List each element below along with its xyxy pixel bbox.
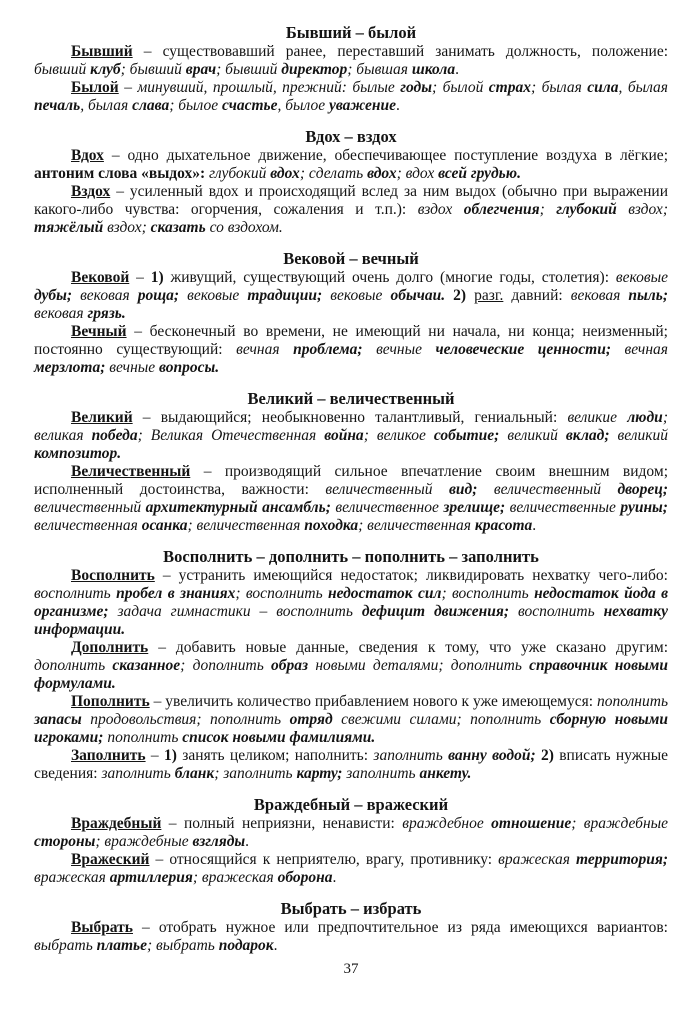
text-run: величественное [335,499,444,516]
text-run: . [395,97,400,114]
text-run: сказать [150,219,210,236]
text-run: вражеская [498,851,577,868]
text-run: вздох [107,219,142,236]
section-title: Восполнить – дополнить – пополнить – заполнить [163,547,539,566]
text-run: величественные [509,499,621,516]
entry-paragraph [34,79,668,115]
text-run: вечная [624,341,668,358]
text-run: – полный неприязни, ненависти: [161,815,403,832]
headword: Враждебный [71,815,162,832]
text-run: школа [411,61,456,78]
text-run: . [455,61,459,78]
text-run: ; величественная [358,517,475,534]
text-run: заполнить [346,765,420,782]
headword: Дополнить [71,639,149,656]
headword: Вражеский [71,851,150,868]
page-number: 37 [343,961,359,977]
text-run: пополнить [107,729,183,746]
text-run: занять целиком; наполнить: [182,747,374,764]
text-run: вздох [628,201,663,218]
text-run: карту; [296,765,347,782]
entry-paragraph [34,43,668,79]
section-title: Враждебный – вражеский [253,795,449,814]
text-run: великий [617,427,668,444]
text-run: ; враждебные [571,815,669,832]
text-run: глубокий [556,201,629,218]
text-run: восполнить [517,603,604,620]
text-run: . [532,517,537,534]
text-run: величественный [34,499,146,516]
text-run: грязь. [87,305,126,322]
text-run: руины; [620,499,668,516]
text-run: счастье [222,97,278,114]
text-run: вдох [367,165,397,182]
text-run: анкету. [419,765,472,782]
headword: Великий [71,409,133,426]
text-run: бывший [34,61,91,78]
text-run: дворец; [617,481,669,498]
headword: Восполнить [71,567,155,584]
text-run: обычаи. [390,287,454,304]
text-run: архитектурный ансамбль; [145,499,336,516]
text-run: заполнить [101,765,175,782]
text-run: бланк [174,765,215,782]
headword: Вдох [71,147,104,164]
entry-paragraph [34,463,668,535]
text-run: . [273,937,278,954]
headword: Вековой [71,269,130,286]
text-run: сила [587,79,619,96]
text-run: образ [271,657,316,674]
text-run: 2) [453,287,475,304]
section-title: Великий – величественный [247,389,455,408]
text-run: дубы; [34,287,81,304]
text-run: – существовавший ранее, переставший занимать должность, положение: [132,43,668,60]
text-run: облегчения [463,201,540,218]
text-run: дополнить [34,657,113,674]
text-run: – [129,269,151,286]
text-run: – [145,747,165,764]
text-run: ; враждебные [95,833,193,850]
text-run: оборона [277,869,333,886]
text-run: директор [281,61,348,78]
text-run: ; бывшая [347,61,412,78]
text-run: живущий, существующий очень долго (многие годы, столетия): [170,269,616,286]
text-run: разг. [474,287,504,304]
text-run: – устранить имеющийся недостаток; ликвидировать нехватку чего-либо: [154,567,668,584]
text-run: вечные [376,341,436,358]
text-run: дефицит движения; [361,603,518,620]
text-run: ; бывший [120,61,186,78]
text-run: вековые [330,287,391,304]
text-run: победа [91,427,138,444]
text-run: ; бывший [216,61,282,78]
text-run: – бесконечный во времени, не имеющий ни начала, ни конца; неизменный; постоянно существующий: [34,323,668,358]
text-run: глубокий [209,165,271,182]
text-run: слава [132,97,170,114]
text-run: – добавить новые данные, сведения к тому, что уже сказано другим: [148,639,668,656]
headword: Пополнить [71,693,150,710]
entry-paragraph [34,639,668,693]
text-run: величественный [325,481,449,498]
text-run: территория; [576,851,668,868]
text-run: клуб [90,61,121,78]
text-run: ; дополнить [180,657,272,674]
text-run: человеческие ценности; [435,341,625,358]
headword: Заполнить [71,747,146,764]
headword: Вечный [71,323,127,340]
text-run: уважение [328,97,396,114]
text-run: вклад; [565,427,618,444]
text-run: проблема; [293,341,377,358]
text-run: вражеская [34,869,110,886]
text-run: 2) [540,747,560,764]
text-run: вековые [187,287,248,304]
entry-paragraph [34,409,668,463]
text-run: сказанное [112,657,181,674]
text-run: врач [185,61,217,78]
text-run: ; вражеская [192,869,278,886]
text-run: ; былое [169,97,223,114]
text-run: – отобрать нужное или предпочтительное из ряда имеющихся вариантов: [132,919,668,936]
text-run: артиллерия [109,869,193,886]
text-run: платье [96,937,148,954]
text-run: – относящийся к неприятелю, врагу, противнику: [149,851,499,868]
text-run: традиции; [247,287,331,304]
text-run: ; заполнить [214,765,297,782]
section-title: Вдох – вздох [305,127,397,146]
text-run: 1) [150,269,171,286]
text-run: продовольствия; пополнить [90,711,290,728]
entry-paragraph [34,269,668,323]
section-title: Бывший – былой [285,23,417,42]
text-run: антоним слова «выдох»: [34,165,210,182]
text-run: пыль; [628,287,668,304]
text-run: вопросы. [159,359,220,376]
text-run: отряд [289,711,342,728]
text-run: величественная [34,517,142,534]
text-run: . [245,833,250,850]
text-run: вид; [448,481,494,498]
entry-paragraph [34,323,668,377]
text-run: ; великая [34,409,668,444]
text-run: – [118,79,138,96]
entry-paragraph [34,183,668,237]
text-run: выбрать [34,937,97,954]
entry-paragraph [34,815,668,851]
text-run: – производящий сильное впечатление своим внешним видом; исполненный достоинства, важности: [34,463,668,498]
text-run: ; величественная [187,517,305,534]
text-run: ванну водой; [448,747,541,764]
text-run: список новыми фамилиями. [182,729,376,746]
text-run: вдох [270,165,300,182]
text-run: вечная [236,341,294,358]
text-run: новыми деталями; дополнить [315,657,530,674]
text-run: величественный [493,481,618,498]
text-run: всей грудью. [438,165,521,182]
section-title: Вековой – вечный [283,249,419,268]
text-run: тяжёлый [34,219,108,236]
text-run: великие [567,409,628,426]
text-run: враждебное [402,815,492,832]
text-run: – усиленный вдох и происходящий вслед за ним выдох (обычно при выражении какого-либо чувства: огорчения, сожаления и т.п.): [34,183,668,218]
entry-paragraph [34,919,668,955]
text-run: недостаток сил [327,585,442,602]
text-run: ; сделать [299,165,368,182]
text-run: годы [400,79,432,96]
text-run: – увеличить количество прибавлением нового к уже имеющемуся: [149,693,597,710]
text-run: ; Великая Отечественная [137,427,325,444]
text-run: мерзлота; [34,359,110,376]
headword: Выбрать [71,919,133,936]
text-run: 1) [164,747,183,764]
headword: Величественный [71,463,191,480]
text-run: отношение [491,815,572,832]
text-run: вздох [417,201,464,218]
text-run: давний: [503,287,571,304]
text-run: ; [141,219,151,236]
text-run: походка [304,517,359,534]
text-run: , былая [80,97,133,114]
text-run: задача гимнастики – восполнить [117,603,362,620]
text-run: ; вдох [396,165,439,182]
text-run: справочник новыми формулами. [34,657,668,692]
text-run: ; былая [530,79,588,96]
text-run: – выдающийся; необыкновенно талантливый, гениальный: [132,409,568,426]
text-run: ; былой [431,79,489,96]
text-run: – одно дыхательное движение, обеспечивающее поступление воздуха в лёгкие; [103,147,668,164]
text-run: зрелище; [443,499,510,516]
text-run: война [324,427,364,444]
text-run: великий [507,427,566,444]
text-run: . [332,869,337,886]
text-run: пополнить [596,693,668,710]
text-run: печаль [34,97,81,114]
text-run: запасы [34,711,91,728]
text-run: вековая [80,287,138,304]
headword: Былой [71,79,119,96]
entry-paragraph [34,147,668,183]
entry-paragraph [34,567,668,639]
text-run: событие; [433,427,508,444]
text-run: ; восполнить [235,585,328,602]
text-run: , былое [277,97,329,114]
text-run: красота [474,517,533,534]
text-run: ; [662,201,668,218]
text-run: заполнить [373,747,449,764]
entry-paragraph [34,851,668,887]
text-run: свежими силами; пополнить [341,711,550,728]
text-run: осанка [141,517,188,534]
section-title: Выбрать – избрать [280,899,422,918]
entry-paragraph [34,693,668,747]
text-run: недостаток йода в организме; [34,585,669,620]
entry-paragraph [34,747,668,783]
text-run: вписать нужные сведения: [34,747,669,782]
text-run: ; выбрать [147,937,219,954]
text-run: ; восполнить [441,585,535,602]
text-run: вечные [109,359,160,376]
text-run: подарок [218,937,274,954]
text-run: ; [539,201,557,218]
text-run: люди [627,409,663,426]
text-run: пробел в знаниях [116,585,236,602]
headword: Бывший [71,43,133,60]
text-run: взгляды [192,833,246,850]
text-run: нехватку информации. [34,603,668,638]
text-run: вековые [615,269,668,286]
text-run: стороны [34,833,96,850]
text-run: восполнить [34,585,117,602]
text-run: вековая [34,305,88,322]
text-run: композитор. [34,445,122,462]
text-run: страх [488,79,531,96]
text-run: ; великое [363,427,434,444]
dictionary-entries [34,24,668,955]
text-run: вековая [570,287,629,304]
text-run: сборную новыми игроками; [34,711,668,746]
text-run: роща; [137,287,188,304]
text-run: минувший, прошлый, прежний: былые [137,79,401,96]
text-run: со вздохом. [209,219,283,236]
text-run: , былая [618,79,669,96]
headword: Вздох [71,183,111,200]
